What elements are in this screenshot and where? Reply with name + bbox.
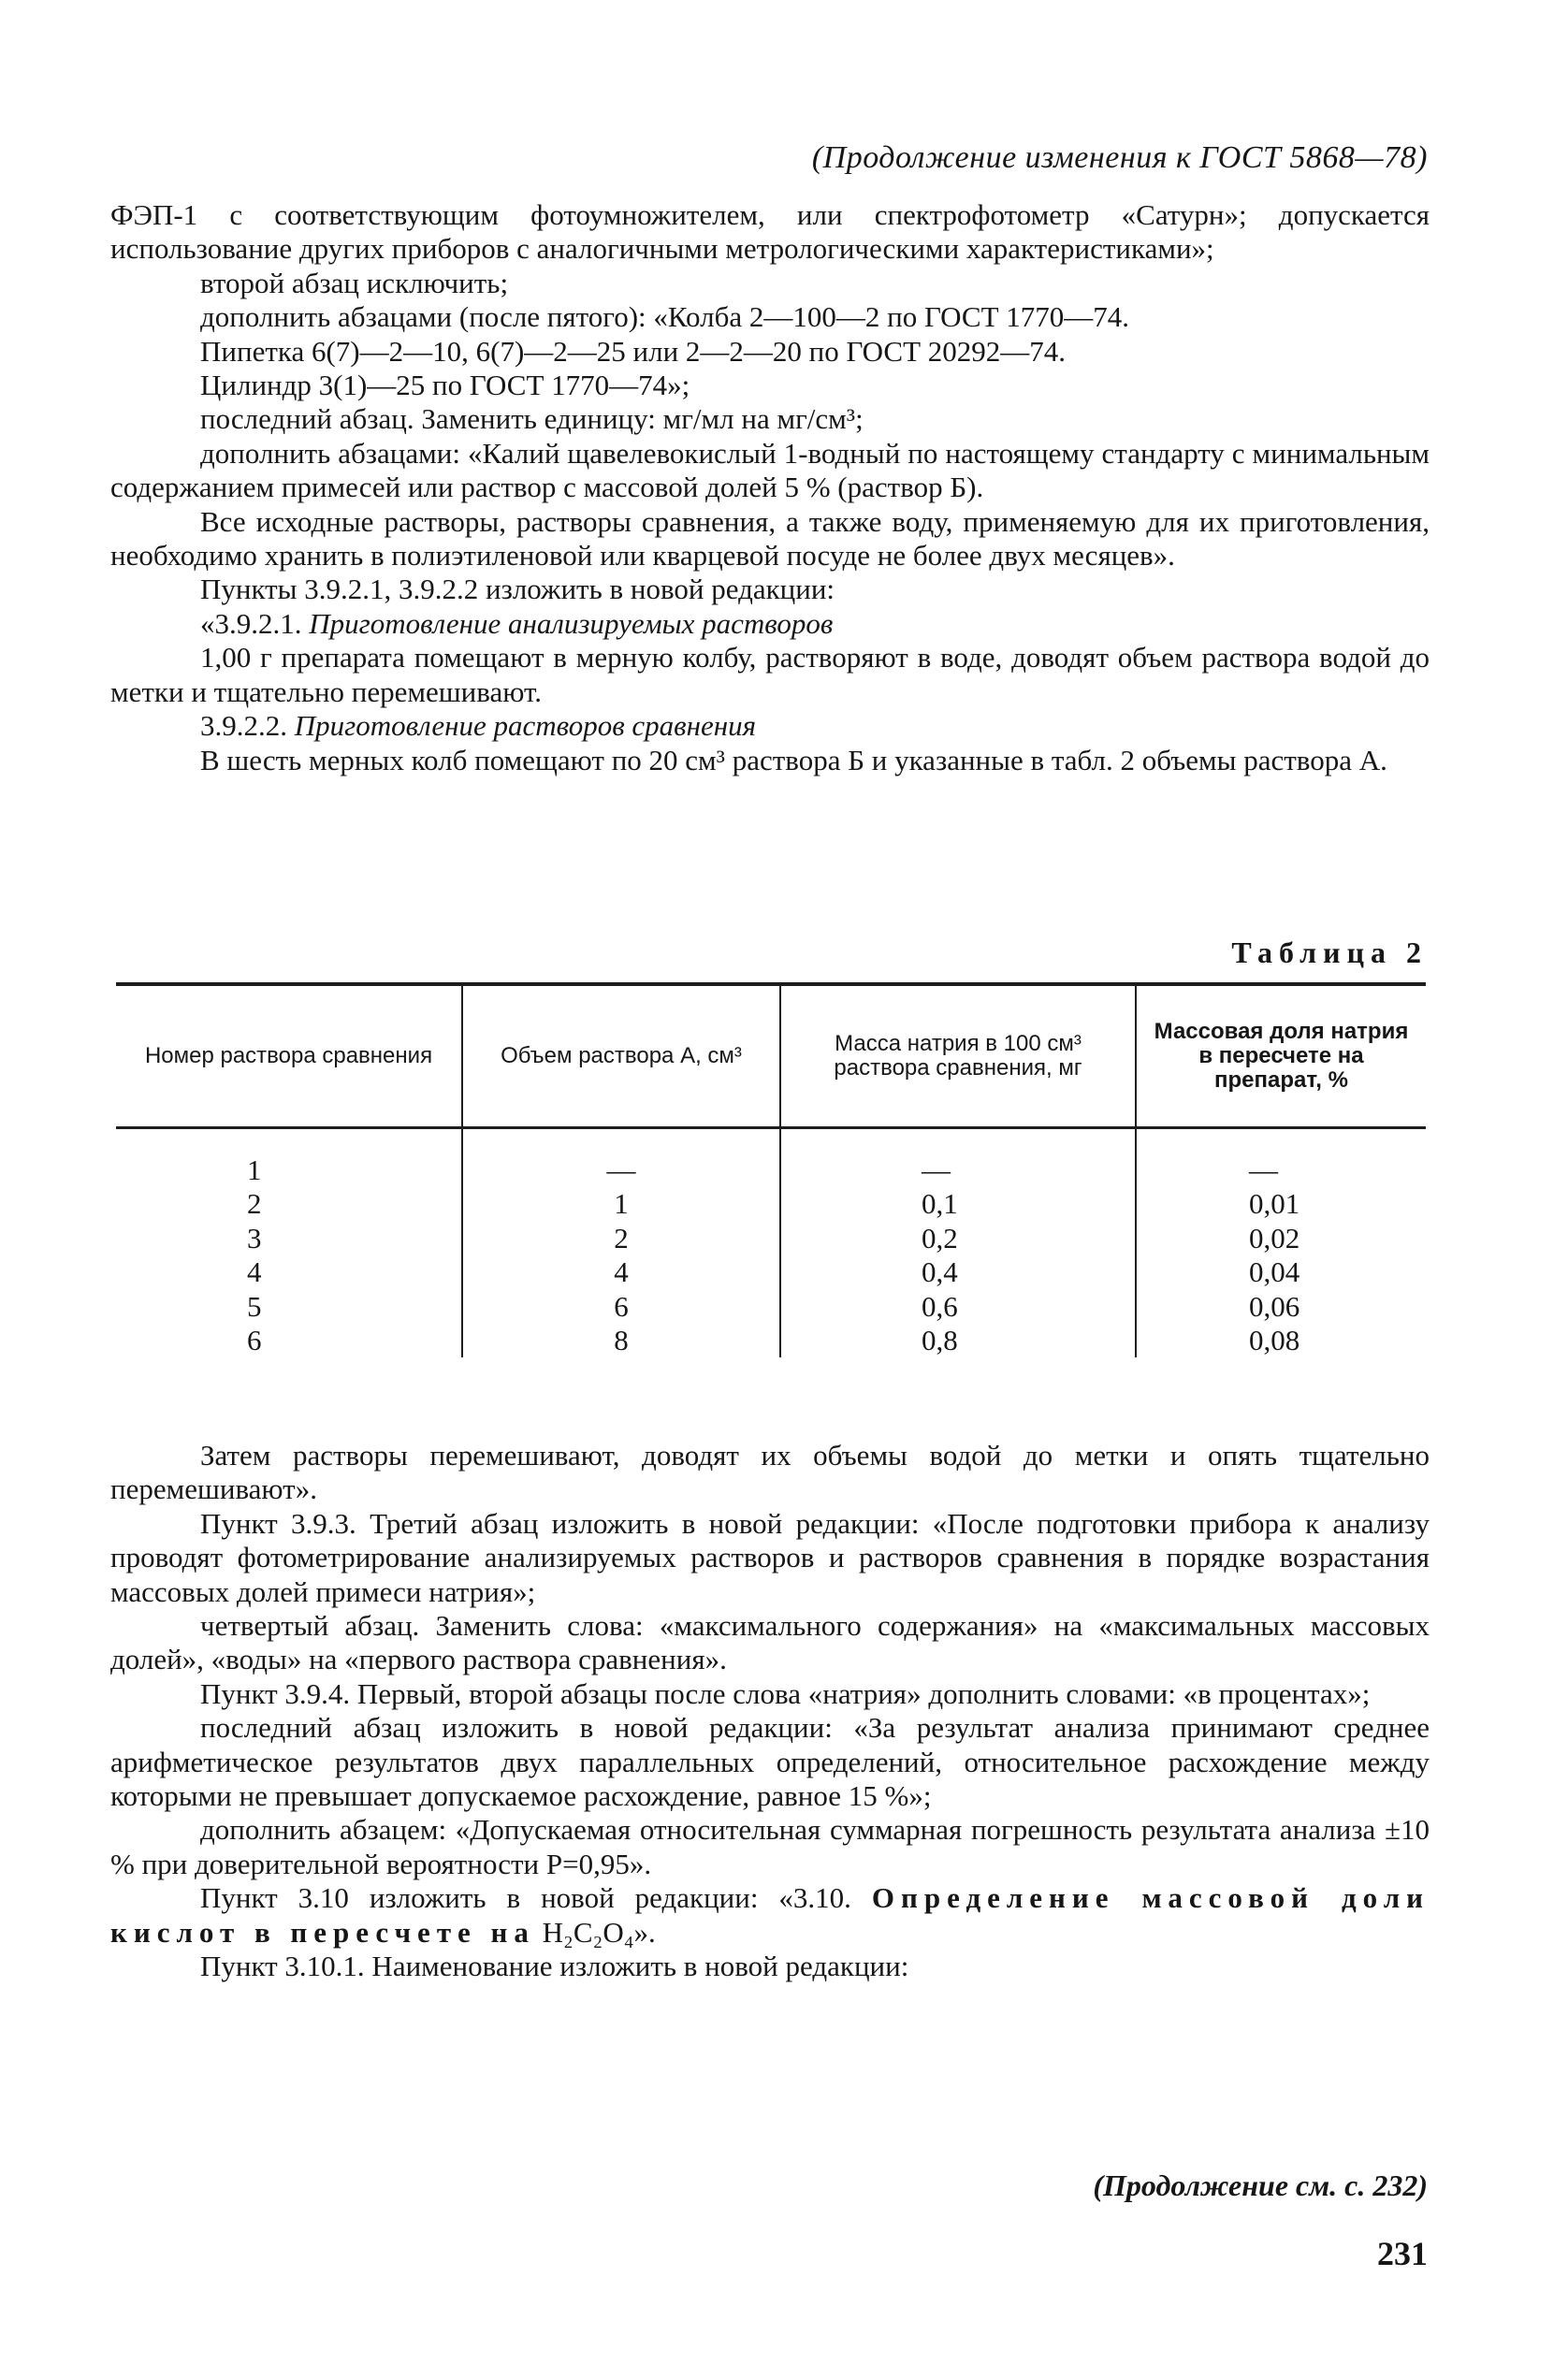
section-heading	[110, 709, 1430, 743]
section-heading	[110, 607, 1430, 641]
table-2	[116, 982, 1426, 1357]
column-sodium-mass	[780, 1128, 1136, 1358]
column-number	[116, 1128, 462, 1358]
column-header: Объем раствора А, см³	[462, 984, 780, 1128]
continuation-header: (Продолжение изменения к ГОСТ 5868—78)	[811, 140, 1428, 175]
table-cell: 6	[614, 1289, 629, 1323]
table-cell: 3	[247, 1221, 262, 1255]
text-run: Пункт 3.10 изложить в новой редакции: «3.10.	[200, 1881, 872, 1915]
table-cell: 0,2	[922, 1221, 958, 1255]
paragraph	[110, 1881, 1430, 1950]
table-cell: —	[606, 1153, 636, 1186]
table-cell: 0,01	[1249, 1187, 1300, 1221]
table-cell: 1	[614, 1187, 629, 1221]
table-cell: 4	[614, 1255, 629, 1289]
table-cell: 0,4	[922, 1255, 958, 1289]
paragraph: второй абзац исключить;	[200, 266, 509, 299]
column-volume	[462, 1128, 780, 1358]
table-cell: 6	[247, 1323, 262, 1356]
paragraph: Затем растворы перемешивают, доводят их объемы водой до метки и опять тщательно перемешивают».	[110, 1439, 1430, 1506]
paragraph: Пункт 3.9.4. Первый, второй абзацы после слова «натрия» дополнить словами: «в процентах»;	[200, 1676, 1371, 1710]
table-body-row	[116, 1128, 1426, 1358]
table-cell: 8	[614, 1323, 629, 1356]
paragraph: 1,00 г препарата помещают в мерную колбу, растворяют в воде, доводят объем раствора водой до метки и тщательно перемешивают.	[110, 641, 1430, 708]
section-number: 3.9.2.2.	[200, 709, 295, 743]
table-cell: 2	[247, 1187, 262, 1221]
paragraph: дополнить абзацами: «Калий щавелевокислый 1-водный по настоящему стандарту с минимальным содержанием примесей или раствор с массовой долей 5 % (раствор Б).	[110, 436, 1430, 504]
table-caption: Таблица 2	[1231, 935, 1428, 969]
column-header: Масса натрия в 100 см³ раствора сравнения, мг	[780, 984, 1136, 1128]
table-cell: —	[922, 1153, 951, 1186]
column-header: Номер раствора сравнения	[116, 984, 462, 1128]
paragraph: дополнить абзацами (после пятого): «Колба 2—100—2 по ГОСТ 1770—74.	[200, 300, 1130, 334]
column-header: Массовая доля натрия в пересчете на препарат, %	[1136, 984, 1426, 1128]
table-cell: 0,6	[922, 1289, 958, 1323]
table-cell: —	[1249, 1153, 1278, 1186]
table-cell: 0,8	[922, 1323, 958, 1356]
paragraph: Пункты 3.9.2.1, 3.9.2.2 изложить в новой редакции:	[200, 573, 835, 606]
page-number: 231	[1377, 2235, 1428, 2272]
body-text-bottom	[110, 1439, 1430, 1984]
column-mass-fraction	[1136, 1128, 1426, 1358]
paragraph: Пункт 3.9.3. Третий абзац изложить в новой редакции: «После подготовки прибора к анализу проводят фотометрирование анализируемых растворов и растворов сравнения в порядке возрастания массовых долей примеси натрия»;	[110, 1506, 1430, 1608]
paragraph: Все исходные растворы, растворы сравнения, а также воду, применяемую для их приготовления, необходимо хранить в полиэтиленовой или кварцевой посуде не более двух месяцев».	[110, 504, 1430, 573]
section-title: Приготовление анализируемых растворов	[309, 606, 834, 640]
continuation-footer: (Продолжение см. с. 232)	[1093, 2168, 1428, 2202]
text-run: H₂C₂O₄».	[534, 1915, 656, 1949]
table-cell: 0,02	[1249, 1221, 1300, 1255]
paragraph: Цилиндр 3(1)—25 по ГОСТ 1770—74»;	[200, 369, 690, 402]
table-cell: 0,04	[1249, 1255, 1300, 1289]
table-cell: 5	[247, 1289, 262, 1323]
paragraph: последний абзац. Заменить единицу: мг/мл на мг/см³;	[200, 402, 864, 436]
table-cell: 0,08	[1249, 1323, 1300, 1356]
table-header-row	[116, 984, 1426, 1128]
paragraph: дополнить абзацем: «Допускаемая относительная суммарная погрешность результата анализа ±10 % при доверительной вероятности P=0,95».	[110, 1813, 1430, 1880]
paragraph: четвертый абзац. Заменить слова: «максимального содержания» на «максимальных массовых долей», «воды» на «первого раствора сравнения».	[110, 1609, 1430, 1676]
table-cell: 2	[614, 1221, 629, 1255]
paragraph: Пипетка 6(7)—2—10, 6(7)—2—25 или 2—2—20 по ГОСТ 20292—74.	[200, 334, 1067, 368]
paragraph: последний абзац изложить в новой редакции: «За результат анализа принимают среднее арифметическое результатов двух параллельных определений, относительное расхождение между которыми не превышает допускаемое расхождение, равное 15 %»;	[110, 1711, 1430, 1813]
spaced-title: Определение массовой доли кислот в пересчете на	[110, 1881, 1430, 1949]
paragraph: В шесть мерных колб помещают по 20 см³ раствора Б и указанные в табл. 2 объемы раствора А.	[200, 743, 1387, 776]
table-cell: 1	[247, 1153, 262, 1186]
table-cell: 0,06	[1249, 1289, 1300, 1323]
table-cell: 0,1	[922, 1187, 958, 1221]
paragraph: Пункт 3.10.1. Наименование изложить в новой редакции:	[200, 1950, 909, 1983]
paragraph: ФЭП-1 с соответствующим фотоумножителем, или спектрофотометр «Сатурн»; допускается использование других приборов с аналогичными метрологическими характеристиками»;	[110, 198, 1430, 266]
body-text-top	[110, 198, 1430, 777]
table-cell: 4	[247, 1255, 262, 1289]
section-title: Приготовление растворов сравнения	[294, 709, 757, 743]
section-number: «3.9.2.1.	[200, 606, 310, 640]
